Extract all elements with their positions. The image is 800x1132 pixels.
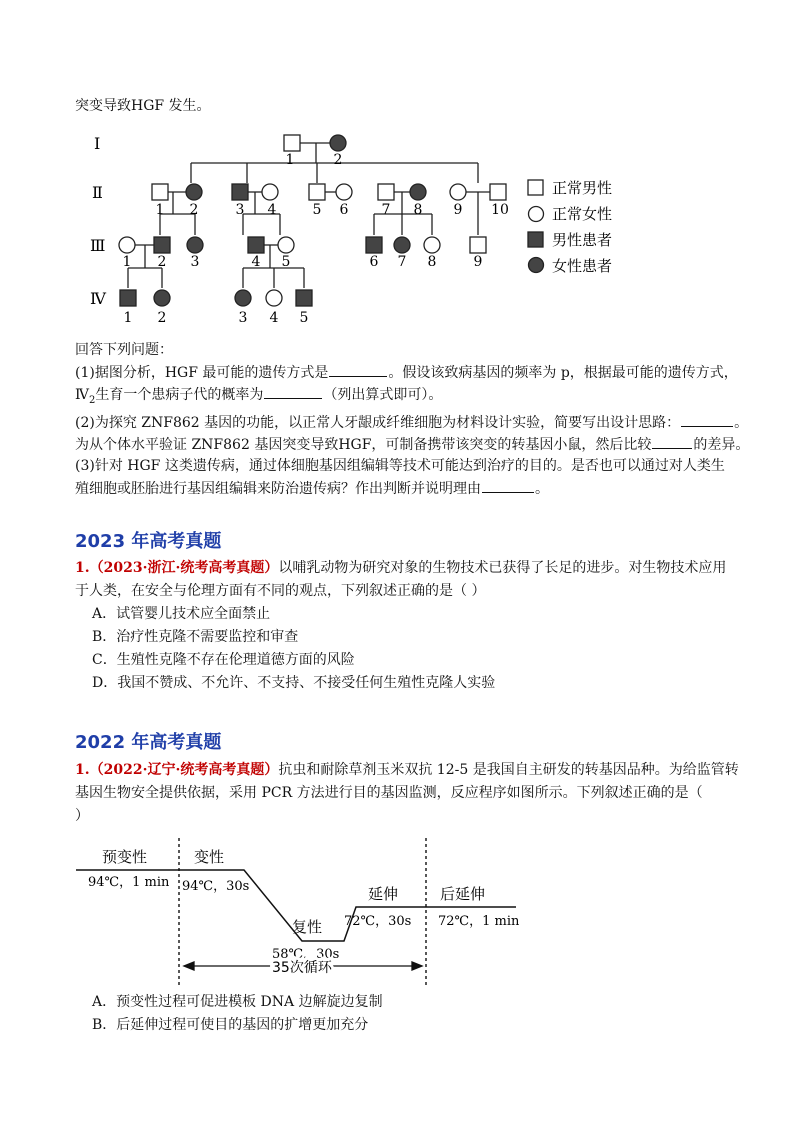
legend-affected-male-icon — [528, 232, 543, 247]
pedigree-iv2-affected-female — [154, 290, 170, 306]
q2022-number: 1. — [75, 762, 90, 778]
q2022-option-b[interactable]: B．后延伸过程可使目的基因的扩增更加充分 — [92, 1017, 369, 1033]
pedigree-ii1-normal-male — [152, 184, 168, 200]
iii-num-2: 2 — [157, 254, 167, 270]
pcr-extend-label: 延伸 — [368, 885, 399, 903]
pedigree-ii2-affected-female — [186, 184, 202, 200]
iv-num-2: 2 — [157, 310, 167, 326]
ii-num-6: 6 — [339, 202, 349, 218]
pcr-extend-cond: 72℃，30s — [344, 914, 412, 929]
i-num-2: 2 — [333, 152, 343, 168]
question-1-line-1 — [75, 362, 738, 383]
legend-normal-female-icon — [529, 207, 544, 222]
pedigree-ii8-affected-female — [410, 184, 426, 200]
q1-text-b: 。假设该致病基因的频率为 p，根据最可能的遗传方式， — [388, 365, 738, 381]
legend-normal-male-icon — [528, 180, 543, 195]
iii-num-1: 1 — [122, 254, 132, 270]
section-title-2022: 2022 年高考真题 — [75, 732, 222, 753]
pcr-anneal-cond: 58℃，30s — [272, 947, 340, 962]
pcr-predenat-label: 预变性 — [102, 848, 148, 866]
q1-text-a: (1)据图分析，HGF 最可能的遗传方式是 — [75, 365, 329, 381]
pedigree-ii9-normal-female — [450, 184, 466, 200]
pcr-predenat-cond: 94℃，1 min — [88, 875, 170, 890]
pedigree-ii7-normal-male — [378, 184, 394, 200]
pedigree-i2-affected-female — [330, 135, 346, 151]
iv-num-3: 3 — [238, 310, 248, 326]
pedigree-iii6-affected-male — [366, 237, 382, 253]
q2022-stem-line-1 — [75, 760, 739, 780]
q3-text-b: 殖细胞或胚胎进行基因组编辑来防治遗传病？作出判断并说明理由 — [75, 481, 481, 497]
q2023-option-d[interactable]: D．我国不赞成、不允许、不支持、不接受任何生殖性克隆人实验 — [92, 675, 496, 691]
q2023-option-a[interactable]: A．试管婴儿技术应全面禁止 — [92, 606, 271, 622]
iii-num-9: 9 — [473, 254, 483, 270]
ii-num-10: 10 — [491, 202, 509, 218]
q3-text-c: 。 — [535, 481, 549, 497]
pedigree-ii3-affected-male — [232, 184, 248, 200]
pedigree-ii10-normal-male — [490, 184, 506, 200]
legend-affected-male-label: 男性患者 — [552, 231, 613, 249]
pcr-denat-cond: 94℃，30s — [182, 879, 250, 894]
iii-num-8: 8 — [427, 254, 437, 270]
iv-num-1: 1 — [123, 310, 133, 326]
iii-num-4: 4 — [251, 254, 261, 270]
q2-text-c: 为从个体水平验证 ZNF862 基因突变导致HGF，可制备携带该突变的转基因小鼠，然后比较 — [75, 437, 652, 453]
q2022-stem-line-3: ） — [75, 808, 89, 824]
ii-num-4: 4 — [267, 202, 277, 218]
pcr-denat-label: 变性 — [194, 848, 225, 866]
pcr-program-diagram — [76, 838, 536, 988]
q2022-option-a[interactable]: A．预变性过程可促进模板 DNA 边解旋边复制 — [92, 994, 383, 1010]
i-num-1: 1 — [285, 152, 295, 168]
pedigree-iii3-affected-female — [187, 237, 203, 253]
gen-label-ii: Ⅱ — [92, 183, 103, 202]
question-3-line-2 — [75, 478, 549, 499]
iii-num-6: 6 — [369, 254, 379, 270]
q2022-source: （2022·辽宁·统考高考真题） — [89, 762, 279, 778]
q1-blank-2 — [264, 384, 322, 399]
legend-normal-male-label: 正常男性 — [552, 179, 613, 197]
q2-text-d: 的差异。 — [693, 437, 750, 453]
pedigree-ii4-normal-female — [262, 184, 278, 200]
q2023-option-c[interactable]: C．生殖性克隆不存在伦理道德方面的风险 — [92, 652, 355, 668]
q2023-stem-line-1 — [75, 558, 726, 578]
pedigree-iv5-affected-male — [296, 290, 312, 306]
q2022-stem-a: 抗虫和耐除草剂玉米双抗 12-5 是我国自主研发的转基因品种。为给监管转 — [278, 762, 739, 778]
pedigree-iii1-normal-female — [119, 237, 135, 253]
q1-subscript: 2 — [89, 394, 96, 406]
iii-num-3: 3 — [190, 254, 200, 270]
pedigree-iv1-affected-male — [120, 290, 136, 306]
ii-num-5: 5 — [312, 202, 322, 218]
pedigree-chart — [80, 128, 740, 328]
q2-text-b: 。 — [734, 415, 749, 431]
legend-affected-female-label: 女性患者 — [552, 257, 613, 275]
pedigree-iii9-normal-male — [470, 237, 486, 253]
q2023-stem-line-2: 于人类，在安全与伦理方面有不同的观点，下列叙述正确的是（ ） — [75, 583, 486, 599]
q2023-source: （2023·浙江·统考高考真题） — [89, 560, 279, 576]
q1-text-d: 生育一个患病子代的概率为 — [95, 387, 264, 403]
pedigree-iv3-affected-female — [235, 290, 251, 306]
pedigree-iv4-normal-female — [266, 290, 282, 306]
ii-num-3: 3 — [235, 202, 245, 218]
questions-lead: 回答下列问题： — [75, 342, 173, 358]
q1-text-e: （列出算式即可）。 — [323, 387, 443, 403]
q2023-option-b[interactable]: B．治疗性克隆不需要监控和审查 — [92, 629, 299, 645]
pedigree-iii2-affected-male — [154, 237, 170, 253]
iii-num-5: 5 — [281, 254, 291, 270]
intro-line: 突变导致HGF 发生。 — [75, 98, 211, 114]
ii-num-1: 1 — [155, 202, 165, 218]
q2023-number: 1. — [75, 560, 90, 576]
question-2-line-1 — [75, 412, 748, 433]
gen-label-iv: Ⅳ — [90, 289, 106, 308]
ii-num-9: 9 — [453, 202, 463, 218]
legend-affected-female-icon — [529, 258, 544, 273]
pcr-cycles-label: 35次循环 — [272, 960, 332, 976]
section-title-2023: 2023 年高考真题 — [75, 531, 222, 552]
ii-num-8: 8 — [413, 202, 423, 218]
gen-label-iii: Ⅲ — [90, 236, 106, 255]
iii-num-7: 7 — [397, 254, 407, 270]
q3-blank — [482, 478, 534, 493]
pcr-post-cond: 72℃，1 min — [438, 914, 520, 929]
pedigree-iii7-affected-female — [394, 237, 410, 253]
q1-text-c: Ⅳ — [75, 387, 89, 403]
legend-normal-female-label: 正常女性 — [552, 205, 613, 223]
q2-text-a: (2)为探究 ZNF862 基因的功能，以正常人牙龈成纤维细胞为材料设计实验，简要写出设计思路： — [75, 415, 681, 431]
pedigree-iii4-affected-male — [248, 237, 264, 253]
q2-blank-2 — [652, 434, 692, 449]
pedigree-iii5-normal-female — [278, 237, 294, 253]
iv-num-5: 5 — [299, 310, 309, 326]
ii-num-2: 2 — [189, 202, 199, 218]
ii-num-7: 7 — [381, 202, 391, 218]
question-2-line-2 — [75, 434, 749, 455]
question-1-line-2 — [75, 384, 442, 411]
pedigree-ii5-normal-male — [309, 184, 325, 200]
question-3-line-1: (3)针对 HGF 这类遗传病，通过体细胞基因组编辑等技术可能达到治疗的目的。是否也可以通过对人类生 — [75, 458, 725, 474]
iv-num-4: 4 — [269, 310, 279, 326]
pedigree-ii6-normal-female — [336, 184, 352, 200]
q2023-stem-a: 以哺乳动物为研究对象的生物技术已获得了长足的进步。对生物技术应用 — [278, 560, 727, 576]
q2-blank-1 — [681, 412, 733, 427]
q2022-stem-line-2: 基因生物安全提供依据，采用 PCR 方法进行目的基因监测，反应程序如图所示。下列叙述正确的是（ — [75, 785, 703, 801]
pcr-anneal-label: 复性 — [292, 918, 323, 936]
q1-blank-1 — [329, 362, 387, 377]
pcr-post-label: 后延伸 — [440, 885, 486, 903]
gen-label-i: Ⅰ — [94, 134, 101, 153]
pedigree-i1-normal-male — [284, 135, 300, 151]
pedigree-iii8-normal-female — [424, 237, 440, 253]
